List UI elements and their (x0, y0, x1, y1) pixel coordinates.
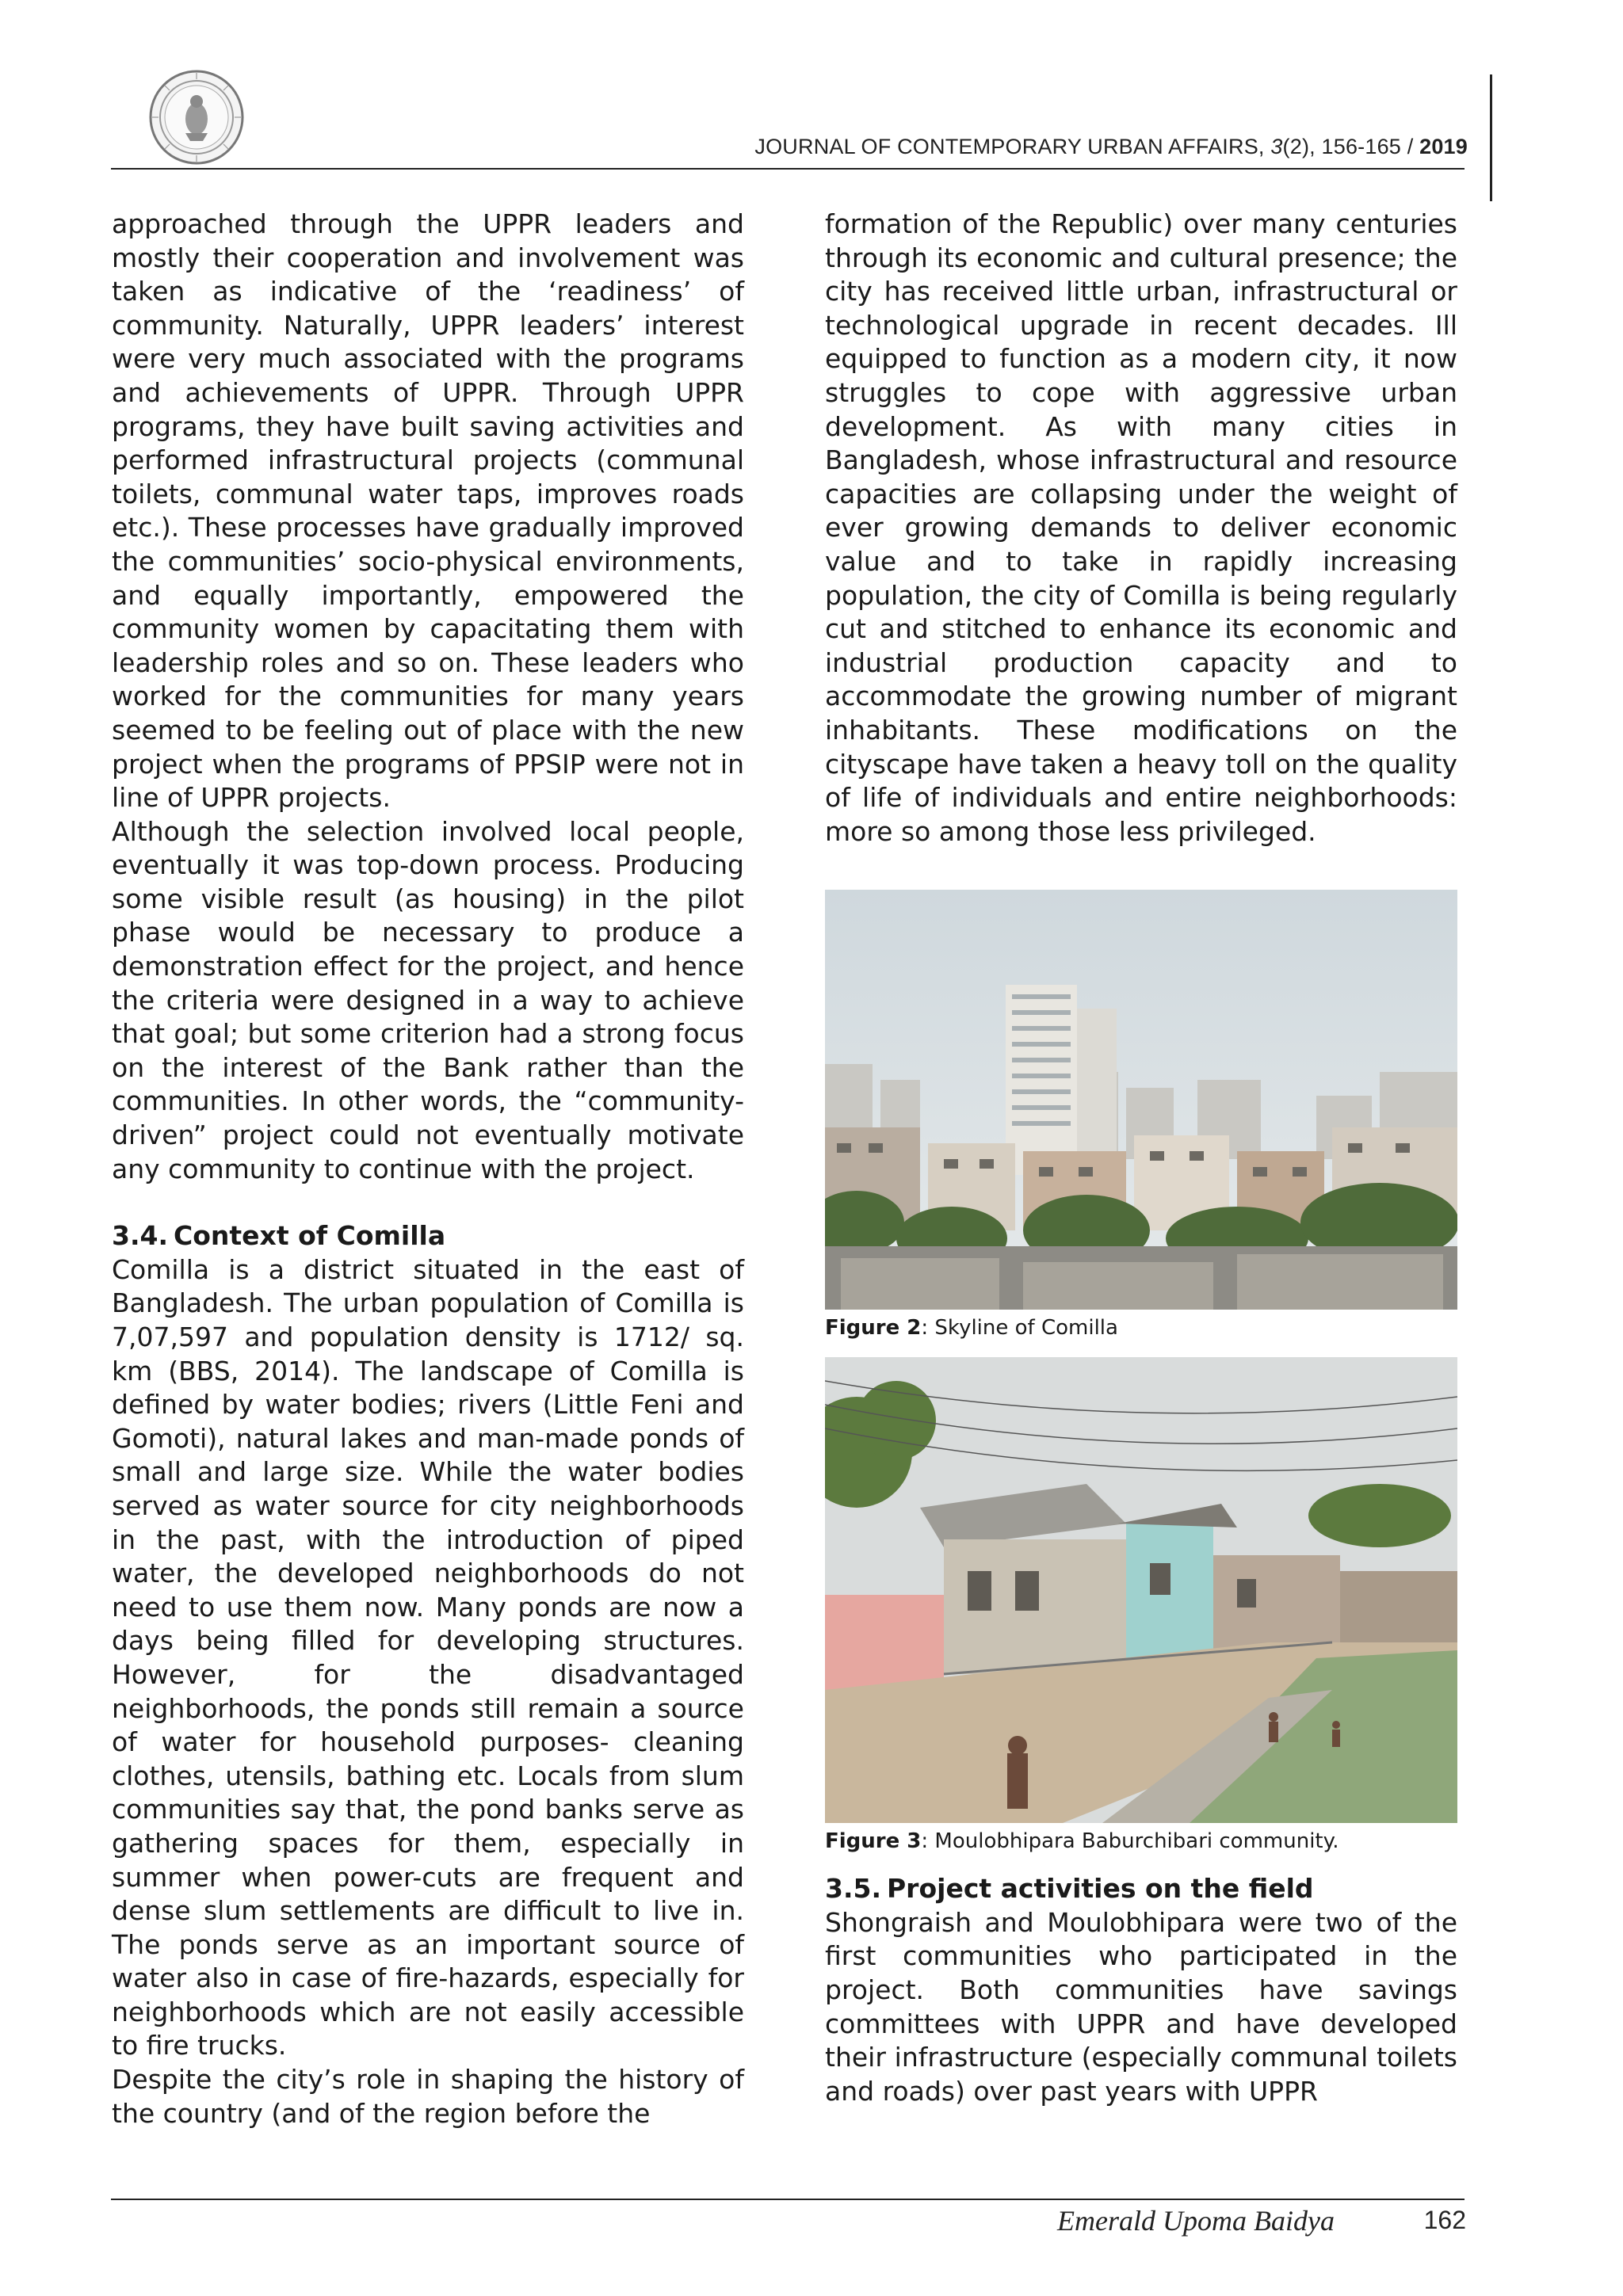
footer-author: Emerald Upoma Baidya (1057, 2205, 1335, 2237)
paragraph: Comilla is a district situated in the east of Bangladesh. The urban population of Comilla is 7,07,597 and population density is 1712/ sq. km (BBS, 2014). The landscape of Comilla is defined by water bodies; rivers (Little Feni and Gomoti), natural lakes and man-made ponds of small and large size. While the water bodies served as water source for city neighborhoods in the past, with the introduction of piped water, the developed neighborhoods do not need to use them now. Many ponds are now a days being filled for developing structures. However, for the disadvantaged neighborhoods, the ponds still remain a source of water for household purposes- cleaning clothes, utensils, bathing etc. Locals from slum communities say that, the pond banks serve as gathering spaces for them, especially in summer when power-cuts are frequent and dense slum settlements are difficult to live in. The ponds serve as an important source of water also in case of fire-hazards, especially for neighborhoods which are not easily accessible to fire trucks. (112, 1253, 744, 2061)
volume-number: 3 (1270, 135, 1283, 158)
header-rule (111, 168, 1465, 170)
running-head: JOURNAL OF CONTEMPORARY URBAN AFFAIRS, 3(2), 156-165 / 2019 (754, 135, 1468, 158)
figure-3 (825, 1357, 1457, 1855)
figure-2 (825, 890, 1457, 1341)
paragraph: formation of the Republic) over many centuries through its economic and cultural presence; the city has received little urban, infrastructural or technological upgrade in recent decades. Ill equipped to function as a modern city, it now struggles to cope with aggressive urban development. As with many cities in Bangladesh, whose infrastructural and resource capacities are collapsing under the weight of ever growing demands to deliver economic value and to take in rapidly increasing population, the city of Comilla is being regularly cut and stitched to enhance its economic and industrial production capacity and to accommodate the growing number of migrant inhabitants. These modifications on the cityscape have taken a heavy toll on the quality of life of individuals and entire neighborhoods: more so among those less privileged. (825, 208, 1457, 847)
margin-rule (1490, 74, 1492, 201)
paragraph: Shongraish and Moulobhipara were two of the first communities who participated in the project. Both communities have savings committees with UPPR and have developed their infrastructure (especially communal toilets and roads) over past years with UPPR (825, 1906, 1457, 2107)
publication-year: 2019 (1419, 135, 1468, 158)
left-column (112, 208, 744, 2130)
footer-rule (111, 2199, 1465, 2200)
paragraph: Although the selection involved local people, eventually it was top-down process. Producing some visible result (as housing) in the pilot phase would be necessary to produce a demonstration effect for the project, and hence the criteria were designed in a way to achieve that goal; but some criterion had a strong focus on the interest of the Bank rather than the communities. In other words, the “community-driven” project could not eventually motivate any community to continue with the project. (112, 815, 744, 1184)
paragraph: Despite the city’s role in shaping the history of the country (and of the region before the (112, 2064, 744, 2129)
figure-3-caption: Figure 3: Moulobhipara Baburchibari community. (825, 1829, 1339, 1854)
right-column (825, 208, 1457, 2108)
skyline-photo (825, 890, 1457, 1310)
journal-seal-icon (147, 68, 246, 166)
section-heading-3-5: 3.5. Project activities on the field (825, 1873, 1314, 1905)
page-number: 162 (1423, 2206, 1466, 2234)
section-heading-3-4: 3.4. Context of Comilla (112, 1220, 446, 1252)
figure-2-caption: Figure 2: Skyline of Comilla (825, 1316, 1118, 1341)
community-photo (825, 1357, 1457, 1823)
paragraph: approached through the UPPR leaders and mostly their cooperation and involvement was taken as indicative of the ‘readiness’ of community. Naturally, UPPR leaders’ interest were very much associated with the programs and achievements of UPPR. Through UPPR programs, they have built saving activities and performed infrastructural projects (communal toilets, communal water taps, improves roads etc.). These processes have gradually improved the communities’ socio-physical environments, and equally importantly, empowered the community women by capacitating them with leadership roles and so on. These leaders who worked for the communities for many years seemed to be feeling out of place with the new project when the programs of PPSIP were not in line of UPPR projects. (112, 208, 744, 814)
